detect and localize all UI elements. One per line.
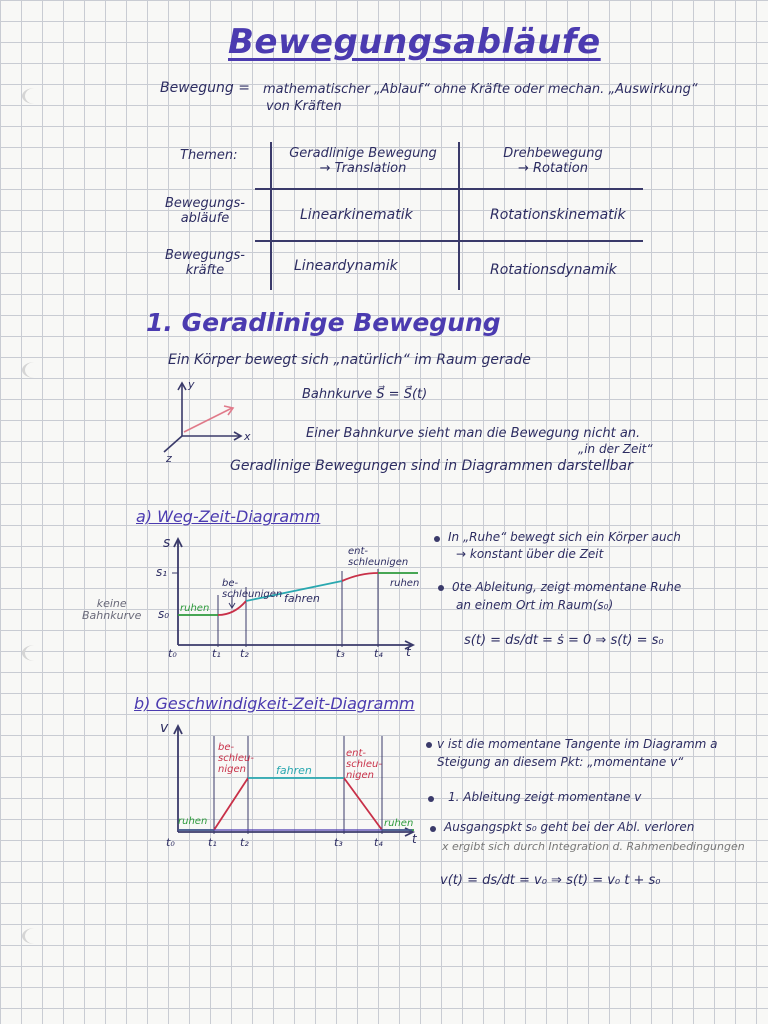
diagram-b-y-label: v [160,720,169,736]
section-line3: Geradlinige Bewegungen sind in Diagrammen darstellbar [230,458,633,474]
intro-line1: mathematischer „Ablauf“ ohne Kräfte oder mechan. „Auswirkung“ [263,82,698,97]
axis-x-label: x [244,430,251,443]
diagram-a-heading: a) Weg-Zeit-Diagramm [136,507,321,526]
diagram-a-formula: s(t) = ds/dt = ṡ = 0 ⇒ s(t) = s₀ [464,633,664,648]
diagram-b-tick-t1: t₁ [208,836,217,849]
diagram-b-tick-t3: t₃ [334,836,343,849]
cell-linearkinematik: Linearkinematik [300,207,413,223]
bullet-icon [426,742,432,748]
table-row2-head: Bewegungs- kräfte [165,248,245,278]
diagram-b-note3-line2: x ergibt sich durch Integration d. Rahmenbedingungen [442,840,745,853]
label-entschleunigen-b: ent- schleu- nigen [346,748,382,781]
diagram-b-tick-t2: t₂ [240,836,249,849]
axis-y-label: y [188,378,195,391]
label-fahren: fahren [284,592,320,605]
label-fahren-b: fahren [276,764,312,777]
diagram-a-tick-t1: t₁ [212,647,221,660]
intro-line2: von Kräften [266,99,342,114]
axis-z-label: z [166,452,172,465]
diagram-b-tick-t4: t₄ [374,836,383,849]
curve-entschleunigen [344,778,382,830]
diagram-a-tick-t2: t₂ [240,647,249,660]
label-ruhen1: ruhen [180,603,210,614]
diagram-a-note2-line1: 0te Ableitung, zeigt momentane Ruhe [452,580,682,594]
bullet-icon [438,585,444,591]
bullet-icon [430,826,436,832]
diagram-b-tick-t0: t₀ [166,836,175,849]
label-ruhen1-b: ruhen [178,816,208,827]
diagram-a-y-label: s [163,535,171,551]
label-entschleunigen: ent- schleunigen [348,546,409,568]
curve-beschleunigen [214,778,248,830]
diagram-a-tick-t3: t₃ [336,647,345,660]
diagram-a-s1: s₁ [156,565,168,579]
label-beschleunigen: be- schleunigen [222,578,283,600]
coordinate-axes-icon [160,378,260,468]
bullet-icon [428,796,434,802]
diagram-a-note1-line1: In „Ruhe“ bewegt sich ein Körper auch [448,530,681,544]
cell-rotationsdynamik: Rotationsdynamik [490,262,617,278]
punch-hole [22,645,47,661]
section-line1: Ein Körper bewegt sich „natürlich“ im Raum gerade [168,352,531,368]
intro-label: Bewegung = [160,80,250,96]
diagram-a-s0: s₀ [158,607,170,621]
diagram-b-heading: b) Geschwindigkeit-Zeit-Diagramm [134,694,415,713]
diagram-b-x-label: t [412,832,417,846]
diagram-a-note1-line2: → konstant über die Zeit [456,547,604,561]
bullet-icon [434,536,440,542]
table-divider [270,142,272,290]
section-line2b: „in der Zeit“ [578,442,653,456]
diagram-b-note1-line2: Steigung an diesem Pkt: „momentane v“ [437,755,684,769]
punch-hole [22,88,47,104]
diagram-a-tick-t0: t₀ [168,647,177,660]
punch-hole [22,928,47,944]
table-col2-head: Drehbewegung → Rotation [503,146,603,176]
label-ruhen2: ruhen [390,578,420,589]
table-divider [255,188,643,190]
cell-rotationskinematik: Rotationskinematik [490,207,626,223]
diagram-a-x-label: t [406,645,411,659]
label-beschleunigen-b: be- schleu- nigen [218,742,254,775]
table-col1-head: Geradlinige Bewegung → Translation [289,146,437,176]
diagram-b-note3-line1: Ausgangspkt s₀ geht bei der Abl. verloren [444,820,695,834]
curve-entschleunigen [342,573,378,581]
table-divider [458,142,460,290]
table-row1-head: Bewegungs- abläufe [165,196,245,226]
diagram-b-note2: 1. Ableitung zeigt momentane v [448,790,642,804]
cell-lineardynamik: Lineardynamik [294,258,398,274]
section-heading: 1. Geradlinige Bewegung [146,308,501,337]
section-line2: Einer Bahnkurve sieht man die Bewegung nicht an. [306,426,641,441]
page-title: Bewegungsabläufe [228,22,601,62]
diagram-a-note2-line2: an einem Ort im Raum(s₀) [456,598,614,612]
bahnkurve-formula: Bahnkurve S⃗ = S⃗(t) [302,387,428,402]
table-corner: Themen: [180,148,238,163]
diagram-b-note1-line1: v ist die momentane Tangente im Diagramm a [437,737,718,751]
punch-hole [22,362,47,378]
label-ruhen2-b: ruhen [384,818,414,829]
diagram-a-tick-t4: t₄ [374,647,383,660]
table-divider [255,240,643,242]
diagram-b-formula: v(t) = ds/dt = v₀ ⇒ s(t) = v₀ t + s₀ [440,873,661,888]
label-keine-bahnkurve: keine Bahnkurve [82,597,142,622]
